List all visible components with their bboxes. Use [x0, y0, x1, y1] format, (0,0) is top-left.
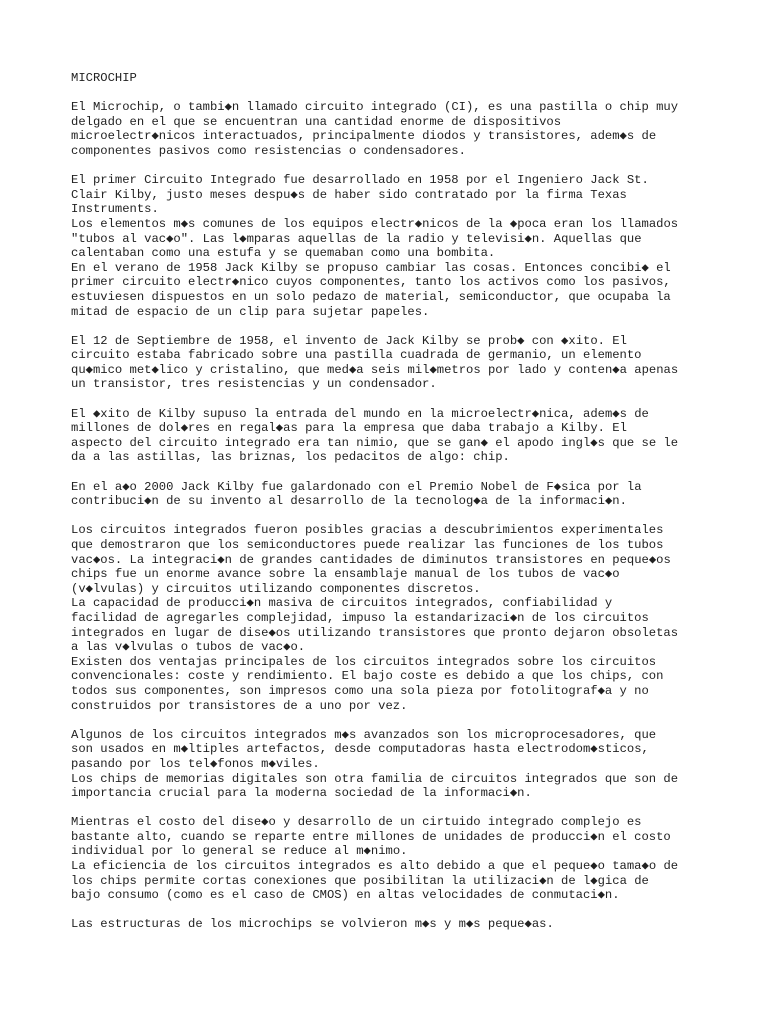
text-line: aspecto del circuito integrado era tan nimio, que se gan◆ el apodo ingl◆s que se le — [71, 435, 679, 450]
text-line: Los elementos m◆s comunes de los equipos electr◆nicos de la ◆poca eran los llamados — [71, 216, 679, 231]
text-line: a las v◆lvulas o tubos de vac◆o. — [71, 640, 306, 655]
text-line: componentes pasivos como resistencias o condensadores. — [71, 143, 466, 158]
text-line: chips fue un enorme avance sobre la ensamblaje manual de los tubos de vac◆o — [71, 567, 620, 582]
text-line: circuito estaba fabricado sobre una pastilla cuadrada de germanio, un elemento — [71, 348, 642, 363]
paragraph — [71, 728, 711, 801]
text-line: millones de dol◆res en regal◆as para la empresa que daba trabajo a Kilby. El — [71, 421, 627, 436]
paragraph — [71, 480, 711, 509]
text-line: delgado en el que se encuentran una cantidad enorme de dispositivos — [71, 114, 562, 129]
text-line: Mientras el costo del dise◆o y desarrollo de un cirtuido integrado complejo es — [71, 815, 642, 830]
text-line: mitad de espacio de un clip para sujetar papeles. — [71, 304, 430, 319]
text-line: estuviesen dispuestos en un solo pedazo de material, semiconductor, que ocupaba la — [71, 289, 671, 304]
text-line: convencionales: coste y rendimiento. El bajo coste es debido a que los chips, con — [71, 669, 664, 684]
text-line: qu◆mico met◆lico y cristalino, que med◆a seis mil◆metros por lado y conten◆a apenas — [71, 362, 679, 377]
paragraph — [71, 523, 711, 713]
text-line: un transistor, tres resistencias y un condensador. — [71, 377, 437, 392]
text-line: La eficiencia de los circuitos integrados es alto debido a que el peque◆o tama◆o de — [71, 859, 679, 874]
document-body — [71, 100, 711, 932]
text-line: (v◆lvulas) y circuitos utilizando componentes discretos. — [71, 581, 481, 596]
paragraph — [71, 334, 711, 392]
text-line: bastante alto, cuando se reparte entre millones de unidades de producci◆n el costo — [71, 829, 671, 844]
text-line: facilidad de agregarles complejidad, impuso la estandarizaci◆n de los circuitos — [71, 610, 649, 625]
text-line: Instruments. — [71, 202, 159, 217]
text-line: El Microchip, o tambi◆n llamado circuito integrado (CI), es una pastilla o chip muy — [71, 100, 679, 115]
text-line: importancia crucial para la moderna sociedad de la informaci◆n. — [71, 786, 532, 801]
text-line: En el verano de 1958 Jack Kilby se propuso cambiar las cosas. Entonces concibi◆ el — [71, 260, 671, 275]
paragraph — [71, 815, 711, 903]
text-line: construidos por transistores de a uno por vez. — [71, 698, 408, 713]
text-line: individual por lo general se reduce al m◆nimo. — [71, 844, 408, 859]
paragraph — [71, 407, 711, 465]
paragraph — [71, 173, 711, 319]
text-line: microelectr◆nicos interactuados, principalmente diodos y transistores, adem◆s de — [71, 129, 657, 144]
text-line: Los circuitos integrados fueron posibles gracias a descubrimientos experimentales — [71, 523, 664, 538]
text-line: El 12 de Septiembre de 1958, el invento de Jack Kilby se prob◆ con ◆xito. El — [71, 333, 627, 348]
text-line: Las estructuras de los microchips se volvieron m◆s y m◆s peque◆as. — [71, 917, 554, 932]
text-line: Algunos de los circuitos integrados m◆s avanzados son los microprocesadores, que — [71, 727, 657, 742]
text-line: contribuci◆n de su invento al desarrollo de la tecnolog◆a de la informaci◆n. — [71, 494, 627, 509]
text-line: integrados en lugar de dise◆os utilizando transistores que pronto dejaron obsoletas — [71, 625, 679, 640]
paragraph — [71, 100, 711, 158]
text-line: vac◆os. La integraci◆n de grandes cantidades de diminutos transistores en peque◆os — [71, 552, 671, 567]
text-line: "tubos al vac◆o". Las l◆mparas aquellas de la radio y televisi◆n. Aquellas que — [71, 231, 642, 246]
text-line: son usados en m◆ltiples artefactos, desde computadoras hasta electrodom◆sticos, — [71, 742, 649, 757]
text-line: La capacidad de producci◆n masiva de circuitos integrados, confiabilidad y — [71, 596, 613, 611]
text-line: pasando por los tel◆fonos m◆viles. — [71, 756, 320, 771]
text-line: bajo consumo (como es el caso de CMOS) en altas velocidades de conmutaci◆n. — [71, 888, 620, 903]
text-line: Existen dos ventajas principales de los circuitos integrados sobre los circuitos — [71, 654, 657, 669]
text-line: Clair Kilby, justo meses despu◆s de haber sido contratado por la firma Texas — [71, 187, 627, 202]
text-line: En el a◆o 2000 Jack Kilby fue galardonado con el Premio Nobel de F◆sica por la — [71, 479, 642, 494]
text-line: todos sus componentes, son impresos como una sola pieza por fotolitograf◆a y no — [71, 683, 649, 698]
text-line: los chips permite cortas conexiones que posibilitan la utilizaci◆n de l◆gica de — [71, 873, 649, 888]
text-line: El ◆xito de Kilby supuso la entrada del mundo en la microelectr◆nica, adem◆s de — [71, 406, 649, 421]
paragraph — [71, 917, 711, 932]
document-title: MICROCHIP — [71, 71, 137, 85]
text-line: Los chips de memorias digitales son otra familia de circuitos integrados que son de — [71, 771, 679, 786]
text-line: que demostraron que los semiconductores puede realizar las funciones de los tubos — [71, 538, 664, 552]
text-line: primer circuito electr◆nico cuyos componentes, tanto los activos como los pasivos, — [71, 275, 671, 290]
document-text — [71, 71, 711, 947]
text-line: calentaban como una estufa y se quemaban como una bombita. — [71, 246, 496, 261]
text-line: da a las astillas, las briznas, los pedacitos de algo: chip. — [71, 450, 510, 465]
text-line: El primer Circuito Integrado fue desarrollado en 1958 por el Ingeniero Jack St. — [71, 173, 649, 188]
